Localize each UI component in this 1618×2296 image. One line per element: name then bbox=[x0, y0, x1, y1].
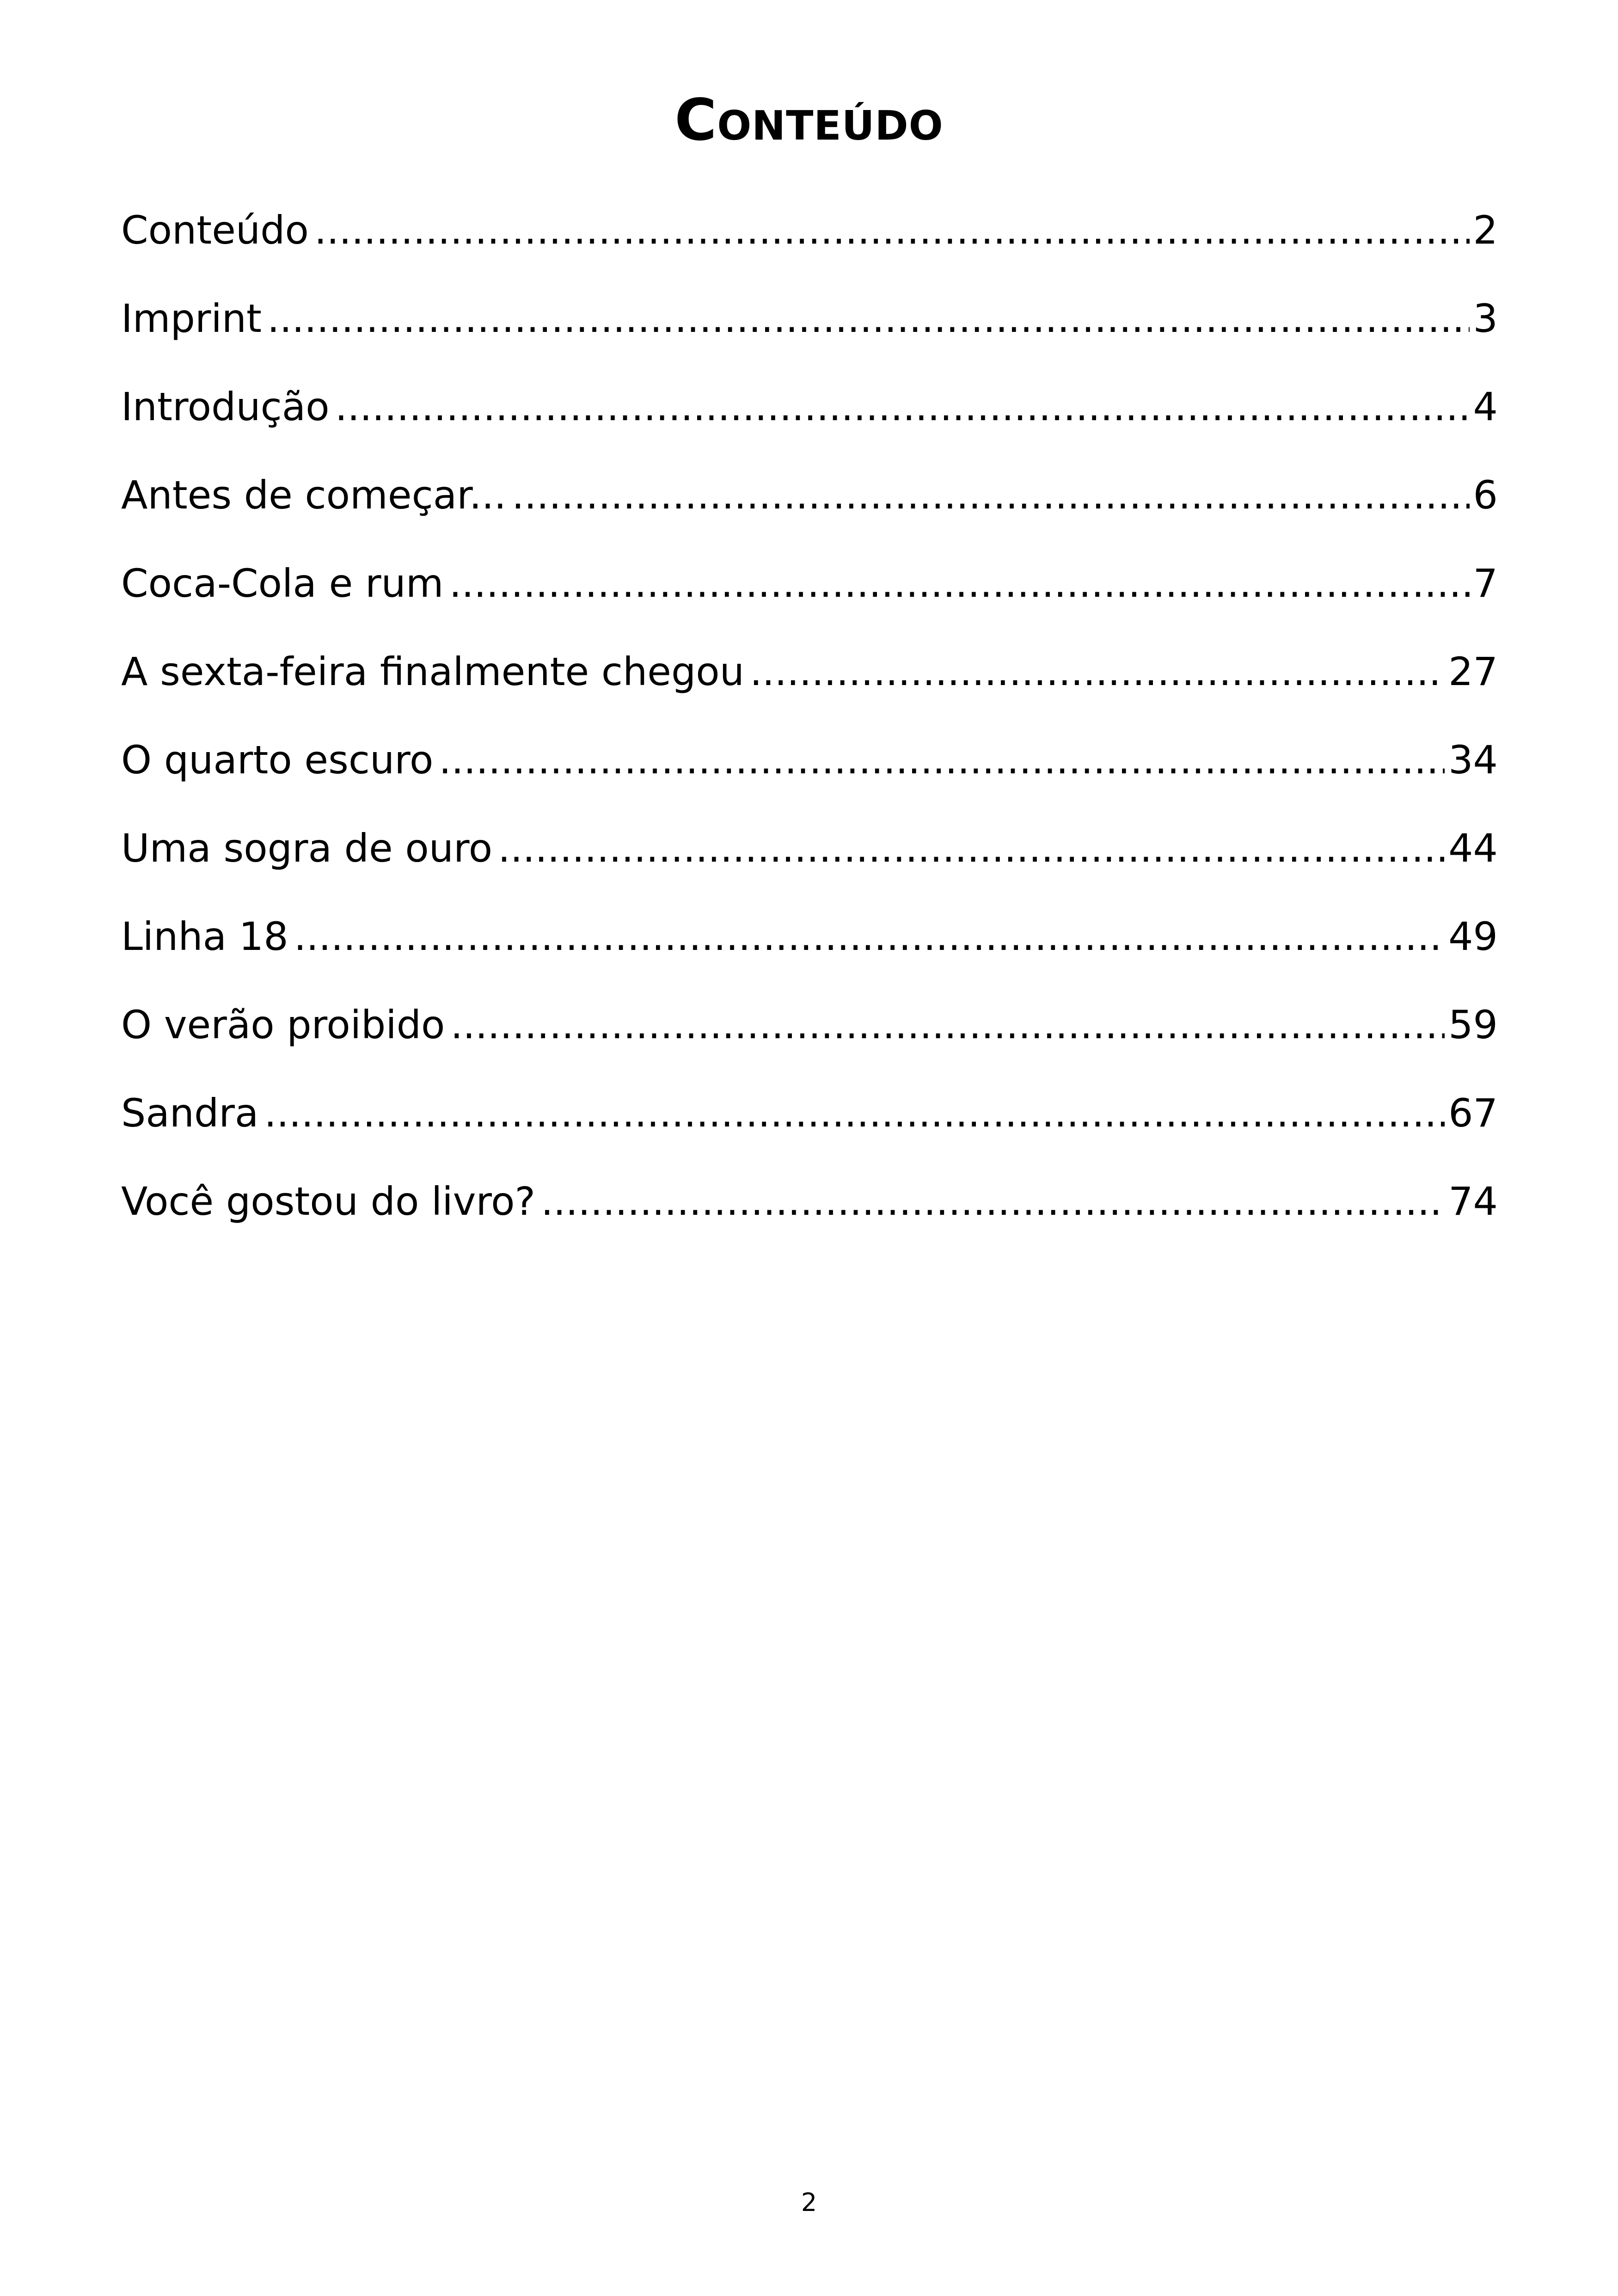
page-number: 2 bbox=[801, 2188, 817, 2217]
toc-entry[interactable] bbox=[121, 200, 1498, 288]
toc-entry-label: Antes de começar... bbox=[121, 472, 507, 518]
toc-leader-dots bbox=[294, 906, 1445, 967]
toc-entry[interactable] bbox=[121, 729, 1498, 818]
toc-entry[interactable] bbox=[121, 1083, 1498, 1171]
toc-entry-label: Sandra bbox=[121, 1090, 259, 1136]
toc-entry-label: A sexta-feira finalmente chegou bbox=[121, 649, 744, 694]
toc-entry-label: O verão proibido bbox=[121, 1002, 445, 1047]
toc-entry[interactable] bbox=[121, 1171, 1498, 1259]
toc-entry-page: 59 bbox=[1448, 1002, 1498, 1047]
toc-entry[interactable] bbox=[121, 994, 1498, 1083]
toc-leader-dots bbox=[450, 994, 1445, 1055]
toc-leader-dots bbox=[314, 200, 1470, 261]
toc-entry-page: 7 bbox=[1473, 561, 1498, 606]
toc-leader-dots bbox=[439, 729, 1445, 790]
toc-entry-page: 6 bbox=[1473, 472, 1498, 518]
toc-entry-page: 74 bbox=[1448, 1179, 1498, 1224]
toc-entry-label: Linha 18 bbox=[121, 914, 288, 959]
toc-entry[interactable] bbox=[121, 906, 1498, 994]
toc-entry[interactable] bbox=[121, 553, 1498, 641]
toc-leader-dots bbox=[512, 465, 1469, 526]
toc-leader-dots bbox=[449, 553, 1470, 614]
toc-entry-page: 67 bbox=[1448, 1090, 1498, 1136]
toc-leader-dots bbox=[267, 288, 1470, 349]
toc-entry[interactable] bbox=[121, 818, 1498, 906]
toc-entry-page: 34 bbox=[1448, 737, 1498, 783]
toc-entry-label: Uma sogra de ouro bbox=[121, 826, 493, 871]
toc-entry[interactable] bbox=[121, 376, 1498, 465]
toc-leader-dots bbox=[541, 1171, 1445, 1232]
toc-entry-label: Coca-Cola e rum bbox=[121, 561, 444, 606]
toc-entry-label: Você gostou do livro? bbox=[121, 1179, 536, 1224]
table-of-contents bbox=[121, 200, 1498, 1259]
page-title: Conteúdo bbox=[674, 87, 944, 153]
toc-entry-label: Imprint bbox=[121, 296, 262, 341]
toc-entry-label: Introdução bbox=[121, 384, 330, 429]
toc-leader-dots bbox=[750, 641, 1445, 702]
toc-leader-dots bbox=[498, 818, 1445, 879]
toc-entry[interactable] bbox=[121, 288, 1498, 376]
toc-entry-page: 2 bbox=[1473, 208, 1498, 253]
toc-entry-page: 44 bbox=[1448, 826, 1498, 871]
toc-entry-label: O quarto escuro bbox=[121, 737, 434, 783]
toc-entry-page: 27 bbox=[1448, 649, 1498, 694]
toc-entry-page: 3 bbox=[1473, 296, 1498, 341]
toc-entry-page: 4 bbox=[1473, 384, 1498, 429]
toc-entry[interactable] bbox=[121, 641, 1498, 729]
toc-leader-dots bbox=[335, 376, 1470, 437]
toc-entry-page: 49 bbox=[1448, 914, 1498, 959]
toc-entry-label: Conteúdo bbox=[121, 208, 309, 253]
toc-leader-dots bbox=[264, 1083, 1445, 1144]
toc-entry[interactable] bbox=[121, 465, 1498, 553]
